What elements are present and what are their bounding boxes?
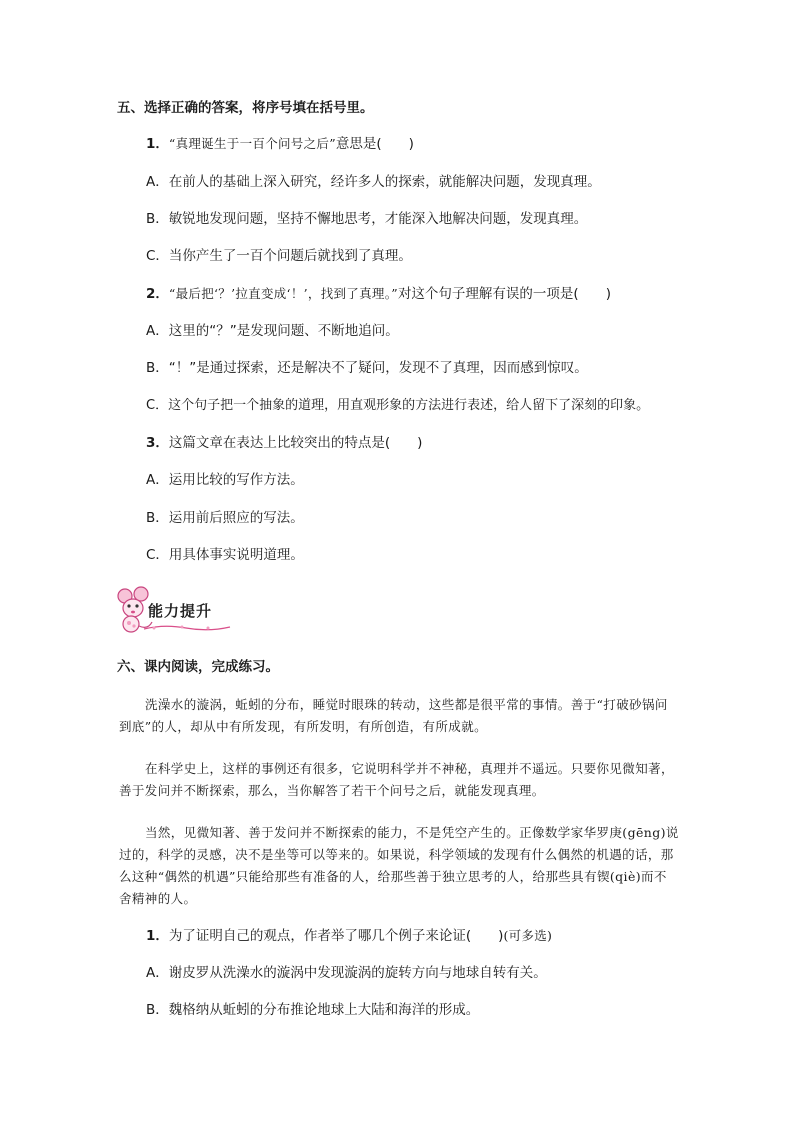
option-5-1-c: C．当你产生了一百个问题后就找到了真理。 xyxy=(146,248,412,264)
option-6-1-b: B．魏格纳从蚯蚓的分布推论地球上大陆和海洋的形成。 xyxy=(146,1002,480,1018)
option-5-2-b: B．“！”是通过探索，还是解决不了疑问，发现不了真理，因而感到惊叹。 xyxy=(146,360,588,376)
question-note: (可多选) xyxy=(503,928,553,943)
question-quote: “最后把‘？’拉直变成‘！’，找到了真理。” xyxy=(168,286,398,301)
question-5-2 xyxy=(146,284,611,304)
reading-paragraph-3: 当然，见微知著、善于发问并不断探索的能力，不是凭空产生的。正像数学家华罗庚(gēng)说过的，科学的灵感，决不是坐等可以等来的。如果说，科学领域的发现有什么偶然的机遇的话，那么这种“偶然的机遇”只能给那些有准备的人，给那些善于独立思考的人，给那些具有锲(qiè)而不舍精神的人。 xyxy=(119,825,679,906)
section-banner-title: 能力提升 xyxy=(148,602,213,620)
option-5-1-b: B．敏锐地发现问题，坚持不懈地思考，才能深入地解决问题，发现真理。 xyxy=(146,211,588,227)
question-number: 1． xyxy=(146,928,169,944)
question-tail: 对这个句子理解有误的一项是( ) xyxy=(397,286,611,302)
option-5-1-a: A．在前人的基础上深入研究，经许多人的探索，就能解决问题，发现真理。 xyxy=(146,174,601,190)
underline-decoration xyxy=(142,623,232,633)
option-6-1-a: A．谢皮罗从洗澡水的漩涡中发现漩涡的旋转方向与地球自转有关。 xyxy=(146,965,547,981)
section-6-heading: 六、课内阅读，完成练习。 xyxy=(117,659,279,675)
reading-paragraph-2: 在科学史上，这样的事例还有很多，它说明科学并不神秘，真理并不遥远。只要你见微知著，善于发问并不断探索，那么，当你解答了若干个问号之后，就能发现真理。 xyxy=(119,761,674,798)
question-text: 为了证明自己的观点，作者举了哪几个例子来论证( ) xyxy=(168,928,504,944)
section-5-heading: 五、选择正确的答案，将序号填在括号里。 xyxy=(117,100,374,116)
question-number: 1． xyxy=(146,136,169,152)
question-tail: 意思是( ) xyxy=(335,136,414,152)
section-banner xyxy=(116,586,236,638)
option-5-3-a: A．运用比较的写作方法。 xyxy=(146,472,304,488)
reading-paragraph-1: 洗澡水的漩涡，蚯蚓的分布，睡觉时眼珠的转动，这些都是很平常的事情。善于“打破砂锅问到底”的人，却从中有所发现，有所发明，有所创造，有所成就。 xyxy=(119,697,668,734)
option-5-2-a: A．这里的“？”是发现问题、不断地追问。 xyxy=(146,323,399,339)
question-6-1 xyxy=(146,926,552,946)
option-5-2-c: C．这个句子把一个抽象的道理，用直观形象的方法进行表述，给人留下了深刻的印象。 xyxy=(146,398,650,413)
question-number: 2． xyxy=(146,286,169,302)
question-text: 这篇文章在表达上比较突出的特点是( ) xyxy=(168,435,423,451)
option-5-3-c: C．用具体事实说明道理。 xyxy=(146,547,304,563)
question-quote: “真理诞生于一百个问号之后” xyxy=(168,136,336,151)
option-5-3-b: B．运用前后照应的写法。 xyxy=(146,510,304,526)
question-5-1 xyxy=(146,134,414,154)
question-number: 3． xyxy=(146,435,169,451)
question-5-3 xyxy=(146,433,422,453)
